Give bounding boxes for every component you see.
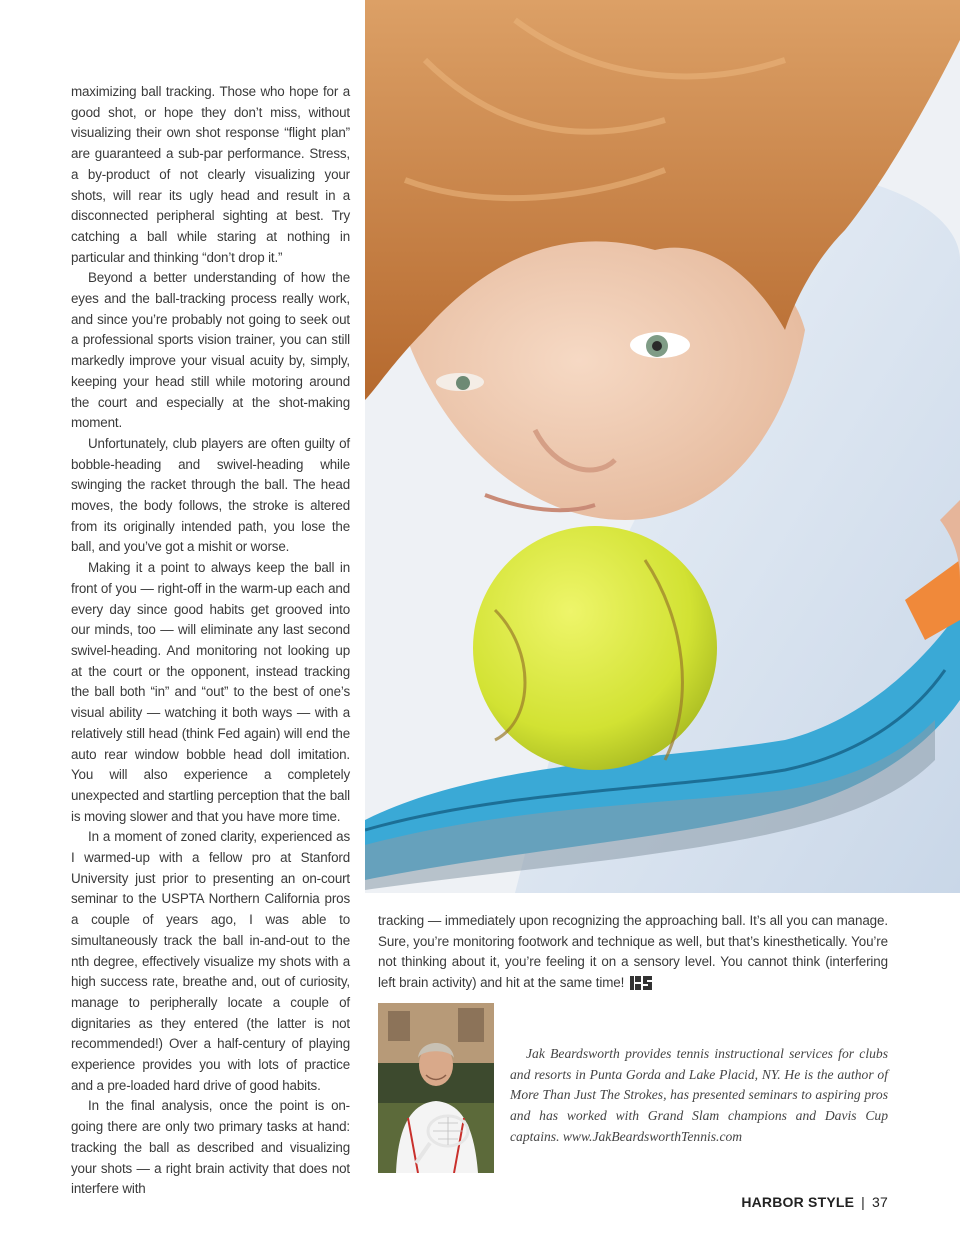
hero-photo xyxy=(365,0,960,893)
author-portrait xyxy=(378,1003,494,1173)
article-paragraph: In the final analysis, once the point is on-going there are only two primary tasks at hand: tracking the ball as described and visualizing your shots — a right brain activity that does not interfere with xyxy=(71,1098,350,1197)
author-bio xyxy=(510,1044,888,1148)
footer-separator: | xyxy=(861,1194,866,1210)
article-paragraph xyxy=(378,911,888,994)
article-paragraph: Beyond a better understanding of how the eyes and the ball-tracking process really work, and since you’re probably not going to seek out a professional sports vision trainer, you can still markedly improve your visual acuity by, simply, keeping your head still while motoring around the court and especially at the shot-making moment. xyxy=(71,270,350,431)
harbor-style-logo-mark-icon xyxy=(630,976,652,990)
boy-tennis-ball-illustration xyxy=(365,0,960,893)
article-paragraph: Making it a point to always keep the ball in front of you — right-off in the warm-up each and every day since good habits get grooved into our minds, too — will eliminate any last second swivel-heading. And monitoring not looking up at the court or the opponent, instead tracking the ball both “in” and “out” to the best of one’s visual ability — watching it both ways — with a relatively still head (think Fed again) will end the auto rear window bobble head doll imitation. You will also experience a completely unexpected and startling perception that the ball is moving slower and that you have more time. xyxy=(71,560,350,824)
author-portrait-illustration xyxy=(378,1003,494,1173)
article-paragraph: Unfortunately, club players are often guilty of bobble-heading and swivel-heading while swinging the racket through the ball. The head moves, the body follows, the stroke is altered from its originally intended path, you lose the ball, and you’ve got a mishit or worse. xyxy=(71,435,350,555)
publication-name: HARBOR STYLE xyxy=(741,1194,855,1210)
article-right-column xyxy=(378,911,888,994)
page-footer xyxy=(741,1194,888,1210)
article-left-column xyxy=(71,82,350,1200)
article-closing-text: tracking — immediately upon recognizing the approaching ball. It’s all you can manage. Sure, you’re monitoring footwork and technique as well, but that’s kinesthetically. You’re not thinking about it, you’re feeling it on a sensory level. You cannot think (interfering left brain activity) and hit at the same time! xyxy=(378,913,888,991)
article-paragraph: maximizing ball tracking. Those who hope for a good shot, or hope they don’t miss, without visualizing their own shot response “flight plan” are guaranteed a sub-par performance. Stress, a by-product of not clearly visualizing your shots, will rear its ugly head and result in a disconnected peripheral sighting at best. Try catching a ball while staring at nothing in particular and thinking “don’t drop it.” xyxy=(71,84,350,265)
article-paragraph: In a moment of zoned clarity, experienced as I warmed-up with a fellow pro at Stanford University just prior to presenting an on-court seminar to the USPTA Northern California pros a couple of years ago, I was able to simultaneously track the ball in-and-out to the nth degree, effectively visualize my shots with a high success rate, breathe and, out of curiosity, manage to peripherally locate a couple of dignitaries as they entered (the latter is not recommended!) Over a half-century of playing experience provides you with lots of practice and a pre-loaded hard drive of good habits. xyxy=(71,829,350,1093)
page-number: 37 xyxy=(872,1194,888,1210)
author-bio-text: Jak Beardsworth provides tennis instructional services for clubs and resorts in Punta Gorda and Lake Placid, NY. He is the author of More Than Just The Strokes, has presented seminars to aspiring pros and has worked with Grand Slam champions and Davis Cup captains. www.JakBeardsworthTennis.com xyxy=(510,1046,888,1144)
